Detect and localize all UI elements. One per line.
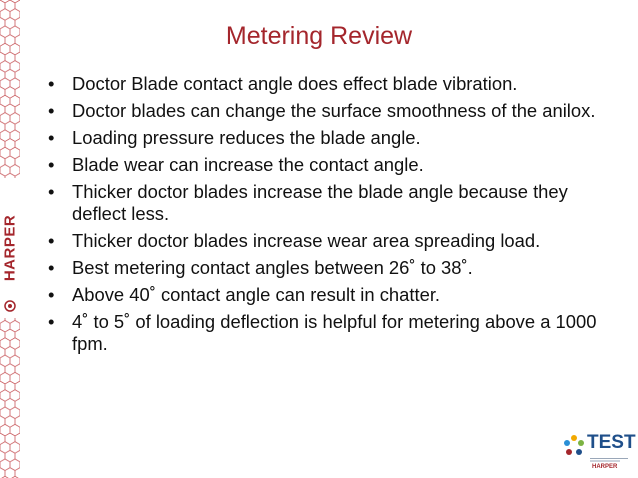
slide-title: Metering Review [225, 22, 413, 50]
bullet-item: • Loading pressure reduces the blade angle. [44, 127, 619, 149]
test-logo [562, 432, 636, 472]
test-pinwheel-icon [562, 434, 586, 458]
bullet-item: • Doctor blades can change the surface smoothness of the anilox. [44, 100, 619, 122]
bullet-item: • Thicker doctor blades increase the blade angle because they deflect less. [44, 181, 619, 225]
footer-brand-text: HARPER [592, 464, 618, 470]
bullet-item: • 4˚ to 5˚ of loading deflection is helpful for metering above a 1000 fpm. [44, 311, 619, 355]
harper-emblem-icon [4, 300, 16, 312]
side-logo-text: HARPER [1, 214, 19, 282]
bullet-item: • Doctor Blade contact angle does effect blade vibration. [44, 73, 619, 95]
side-logo [0, 178, 20, 318]
test-tagline-lines [590, 458, 628, 462]
bullet-item: • Above 40˚ contact angle can result in chatter. [44, 284, 619, 306]
bullet-item: • Best metering contact angles between 26˚ to 38˚. [44, 257, 619, 279]
bullet-item: • Blade wear can increase the contact angle. [44, 154, 619, 176]
bullet-list [44, 73, 619, 360]
test-logo-text: TEST [587, 432, 636, 453]
bullet-item: • Thicker doctor blades increase wear area spreading load. [44, 230, 619, 252]
